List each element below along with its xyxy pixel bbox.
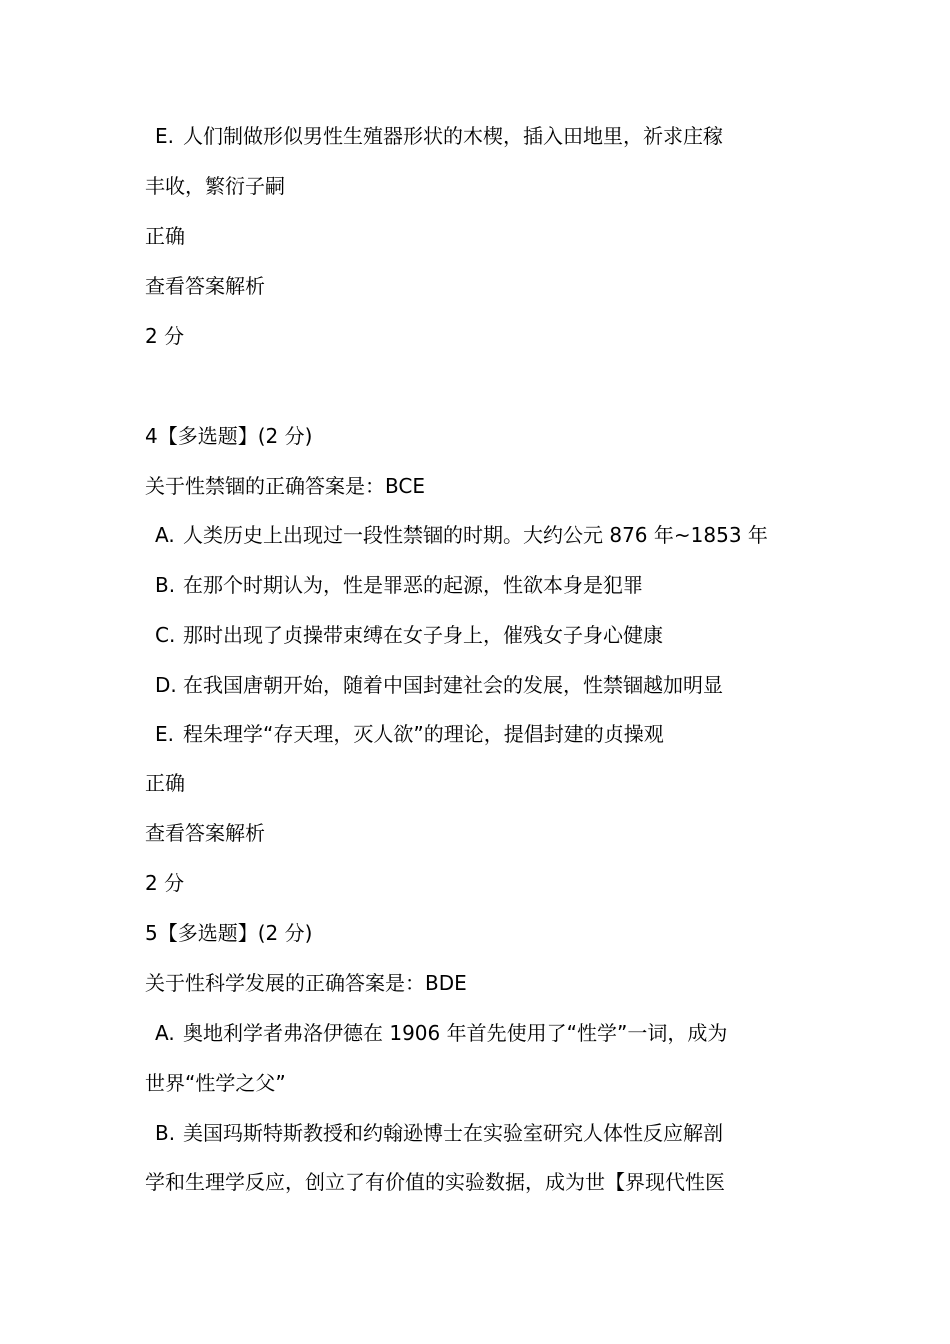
q3-result: 正确 xyxy=(145,224,185,248)
q4-option-b xyxy=(155,570,643,600)
q4-option-e-text: 程朱理学“存天理，灭人欲”的理论，提倡封建的贞操观 xyxy=(183,722,664,746)
q4-option-c xyxy=(155,620,663,650)
q4-view-analysis-link[interactable]: 查看答案解析 xyxy=(145,821,265,845)
q3-score: 2 分 xyxy=(145,324,185,348)
q4-header: 4【多选题】(2 分) xyxy=(145,424,313,448)
q4-option-a xyxy=(155,520,768,550)
q4-stem: 关于性禁锢的正确答案是：BCE xyxy=(145,474,425,498)
q4-option-a-letter: A. xyxy=(155,523,175,547)
q3-option-e-text: 人们制做形似男性生殖器形状的木楔，插入田地里，祈求庄稼 xyxy=(183,124,723,148)
q3-option-e xyxy=(155,121,723,151)
q4-option-b-text: 在那个时期认为，性是罪恶的起源，性欲本身是犯罪 xyxy=(183,573,643,597)
q4-result: 正确 xyxy=(145,771,185,795)
q4-option-b-letter: B. xyxy=(155,573,176,597)
q4-option-e-letter: E. xyxy=(155,722,174,746)
q4-option-c-text: 那时出现了贞操带束缚在女子身上，催残女子身心健康 xyxy=(183,623,663,647)
q4-option-c-letter: C. xyxy=(155,623,176,647)
q5-option-b xyxy=(155,1118,723,1148)
q4-option-e xyxy=(155,719,664,749)
q3-view-analysis-link[interactable]: 查看答案解析 xyxy=(145,274,265,298)
q4-score: 2 分 xyxy=(145,871,185,895)
q5-option-b-continued: 学和生理学反应，创立了有价值的实验数据，成为世【界现代性医 xyxy=(145,1170,725,1194)
q5-option-a-continued: 世界“性学之父” xyxy=(145,1071,286,1095)
q3-option-e-letter: E. xyxy=(155,124,174,148)
q4-option-d-letter: D. xyxy=(155,673,177,697)
q3-option-e-continued: 丰收，繁衍子嗣 xyxy=(145,174,285,198)
q5-option-a-letter: A. xyxy=(155,1021,175,1045)
q5-header: 5【多选题】(2 分) xyxy=(145,921,313,945)
q5-option-b-letter: B. xyxy=(155,1121,176,1145)
q5-option-a-text: 奥地利学者弗洛伊德在 1906 年首先使用了“性学”一词，成为 xyxy=(183,1021,728,1045)
q5-stem: 关于性科学发展的正确答案是：BDE xyxy=(145,971,467,995)
q4-option-d xyxy=(155,670,723,700)
q4-option-d-text: 在我国唐朝开始，随着中国封建社会的发展，性禁锢越加明显 xyxy=(183,673,723,697)
q4-option-a-text: 人类历史上出现过一段性禁锢的时期。大约公元 876 年~1853 年 xyxy=(183,523,768,547)
q5-option-a xyxy=(155,1018,727,1048)
q5-option-b-text: 美国玛斯特斯教授和约翰逊博士在实验室研究人体性反应解剖 xyxy=(183,1121,723,1145)
